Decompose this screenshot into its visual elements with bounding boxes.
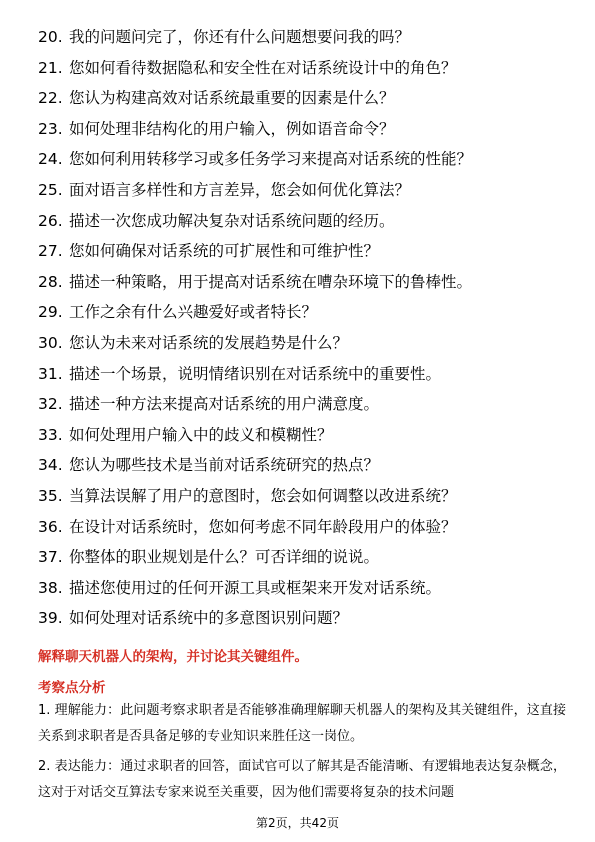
question-text: 描述一次您成功解决复杂对话系统问题的经历。	[68, 211, 395, 230]
page-footer: 第2页，共42页	[256, 816, 339, 830]
question-number: 37.	[38, 548, 63, 567]
question-number: 35.	[38, 486, 63, 505]
question-item	[38, 603, 578, 634]
question-number: 38.	[38, 578, 63, 597]
question-text: 如何处理对话系统中的多意图识别问题？	[68, 609, 348, 628]
question-text: 在设计对话系统时，您如何考虑不同年龄段用户的体验？	[68, 517, 457, 536]
question-number: 26.	[38, 211, 63, 230]
question-text: 您如何利用转移学习或多任务学习来提高对话系统的性能？	[68, 150, 472, 169]
question-item	[38, 22, 578, 53]
question-item	[38, 359, 578, 390]
analysis-point: 1. 理解能力：此问题考察求职者是否能够准确理解聊天机器人的架构及其关键组件，这直接关系到求职者是否具备足够的专业知识来胜任这一岗位。	[38, 703, 566, 744]
question-text: 面对语言多样性和方言差异，您会如何优化算法？	[68, 180, 410, 199]
question-text: 如何处理非结构化的用户输入，例如语音命令？	[68, 119, 395, 138]
question-item	[38, 328, 578, 359]
question-list	[38, 22, 578, 634]
question-text: 如何处理用户输入中的歧义和模糊性？	[68, 425, 333, 444]
question-number: 24.	[38, 150, 63, 169]
question-text: 描述您使用过的任何开源工具或框架来开发对话系统。	[68, 578, 441, 597]
question-number: 25.	[38, 180, 63, 199]
question-item	[38, 175, 578, 206]
question-text: 您认为未来对话系统的发展趋势是什么？	[68, 333, 348, 352]
question-number: 34.	[38, 456, 63, 475]
question-number: 31.	[38, 364, 63, 383]
question-item	[38, 83, 578, 114]
question-item	[38, 420, 578, 451]
analysis-subtitle: 考察点分析	[38, 680, 106, 696]
question-item	[38, 389, 578, 420]
section-title: 解释聊天机器人的架构，并讨论其关键组件。	[38, 649, 308, 665]
question-number: 32.	[38, 395, 63, 414]
analysis-point: 2. 表达能力：通过求职者的回答，面试官可以了解其是否能清晰、有逻辑地表达复杂概念，这对于对话交互算法专家来说至关重要，因为他们需要将复杂的技术问题	[38, 759, 566, 800]
question-item	[38, 512, 578, 543]
question-text: 您如何确保对话系统的可扩展性和可维护性？	[68, 242, 379, 261]
question-item	[38, 450, 578, 481]
question-text: 您如何看待数据隐私和安全性在对话系统设计中的角色？	[68, 58, 457, 77]
question-number: 30.	[38, 333, 63, 352]
question-text: 您认为哪些技术是当前对话系统研究的热点？	[68, 456, 379, 475]
question-item	[38, 542, 578, 573]
question-number: 39.	[38, 609, 63, 628]
question-number: 20.	[38, 28, 63, 46]
question-number: 21.	[38, 58, 63, 77]
question-item	[38, 267, 578, 298]
question-item	[38, 144, 578, 175]
question-item	[38, 573, 578, 604]
question-text: 描述一个场景，说明情绪识别在对话系统中的重要性。	[68, 364, 441, 383]
question-number: 27.	[38, 242, 63, 261]
question-text: 您认为构建高效对话系统最重要的因素是什么？	[68, 89, 395, 108]
question-text: 当算法误解了用户的意图时，您会如何调整以改进系统？	[68, 486, 457, 505]
question-number: 22.	[38, 89, 63, 108]
question-number: 36.	[38, 517, 63, 536]
question-item	[38, 236, 578, 267]
question-number: 33.	[38, 425, 63, 444]
question-text: 描述一种方法来提高对话系统的用户满意度。	[68, 395, 379, 414]
question-item	[38, 114, 578, 145]
question-item	[38, 481, 578, 512]
question-number: 29.	[38, 303, 63, 322]
question-text: 我的问题问完了，你还有什么问题想要问我的吗？	[68, 28, 410, 46]
question-number: 23.	[38, 119, 63, 138]
question-item	[38, 297, 578, 328]
question-number: 28.	[38, 272, 63, 291]
question-text: 描述一种策略，用于提高对话系统在嘈杂环境下的鲁棒性。	[68, 272, 472, 291]
question-item	[38, 206, 578, 237]
question-text: 工作之余有什么兴趣爱好或者特长？	[68, 303, 317, 322]
question-item	[38, 53, 578, 84]
analysis-points	[38, 698, 566, 810]
question-text: 你整体的职业规划是什么？可否详细的说说。	[68, 548, 379, 567]
